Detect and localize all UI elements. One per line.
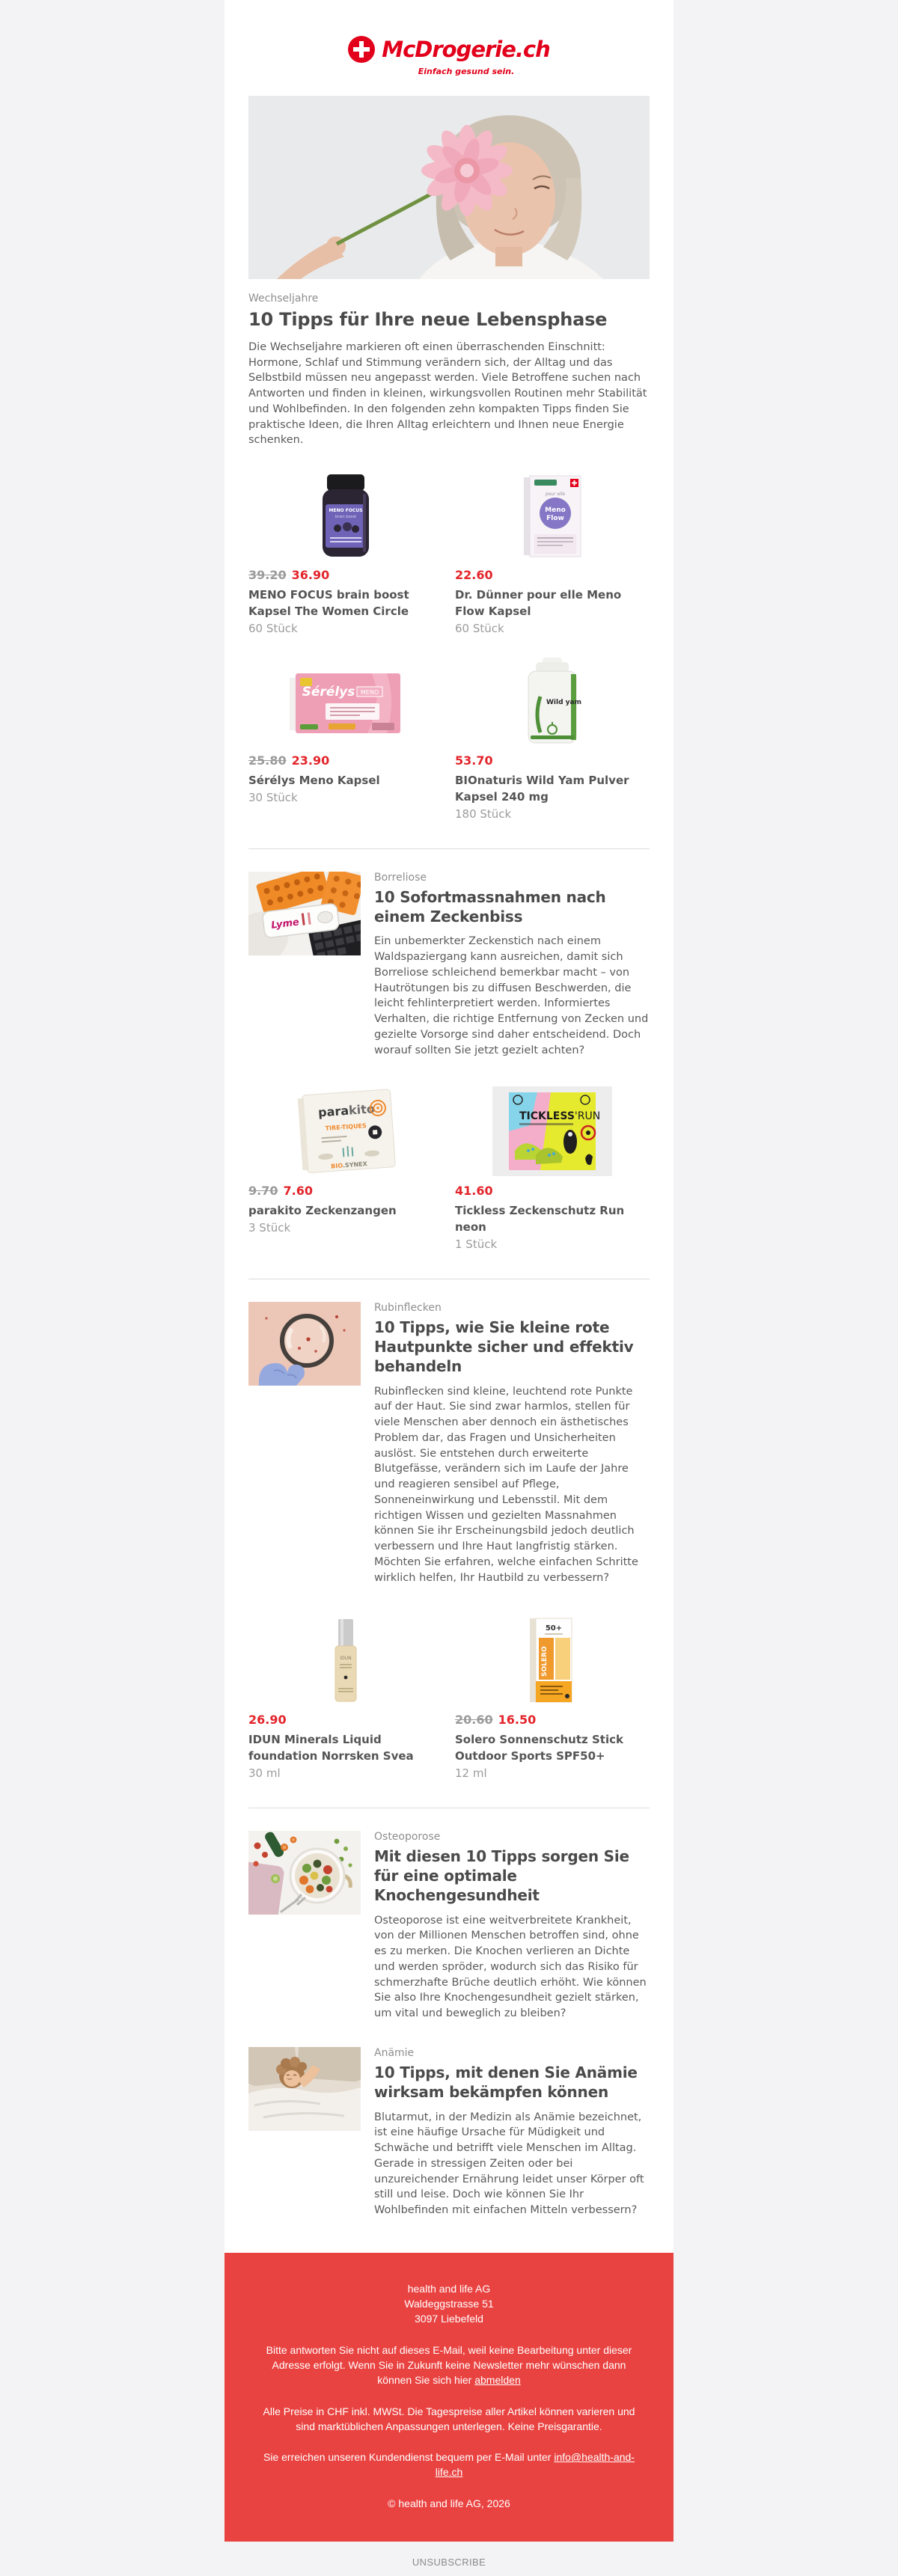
svg-text:Sérélys: Sérélys xyxy=(302,685,355,700)
section-rubinflecken-text xyxy=(374,1302,650,1586)
product-card-meno-flow[interactable] xyxy=(455,471,650,637)
product-price-row xyxy=(455,1713,650,1727)
section-body-borreliose: Ein unbemerkter Zeckenstich nach einem Waldspaziergang kann ausreichen, damit sich Borreliose schleichend bemerkbar macht – von Hautrötungen bis zu diffusen Beschwerden, die leicht fehlinterpretiert werden. Informiertes Verhalten, die richtige Entfernung von Zecken und gezielte Vorsorge sind daher entscheidend. Doch worauf sollten Sie jetzt gezielt achten? xyxy=(374,935,649,1056)
section-title-osteoporose[interactable]: Mit diesen 10 Tipps sorgen Sie für eine optimale Knochengesundheit xyxy=(374,1847,629,1905)
company-city: 3097 Liebefeld xyxy=(415,2313,483,2325)
old-price: 25.80 xyxy=(248,753,287,768)
abmelden-link[interactable]: abmelden xyxy=(474,2374,521,2387)
product-name: IDUN Minerals Liquid foundation Norrsken Svea xyxy=(248,1733,414,1763)
section-borreliose-text xyxy=(374,872,650,1059)
product-price-row xyxy=(455,1184,650,1198)
section-anaemie-text xyxy=(374,2047,650,2218)
svg-text:50+: 50+ xyxy=(545,1624,563,1633)
svg-text:Lyme: Lyme xyxy=(270,916,300,931)
svg-text:parakito: parakito xyxy=(317,1101,376,1120)
product-image-solero-box xyxy=(455,1615,650,1705)
svg-text:Wild yam: Wild yam xyxy=(546,699,581,707)
section-osteoporose xyxy=(248,1831,650,2022)
product-price-row xyxy=(455,568,650,582)
section-label-osteoporose: Osteoporose xyxy=(374,1830,441,1843)
section-borreliose xyxy=(248,872,650,1059)
section-body-osteoporose: Osteoporose ist eine weitverbreitete Krankheit, von der Millionen Menschen betroffen sind, ohne es zu merken. Die Knochen verlieren an Dichte und werden spröder, wodurch sich das Risiko für schmerzhafte Brüche deutlich erhöht. Wie können Sie also Ihre Knochengesundheit gezielt stärken, um vital und beweglich zu bleiben? xyxy=(374,1914,647,2020)
company-name: health and life AG xyxy=(407,2282,491,2295)
product-name: Dr. Dünner pour elle Meno Flow Kapsel xyxy=(455,588,622,618)
logo-tagline: Einfach gesund sein. xyxy=(418,67,515,76)
svg-text:brain boost: brain boost xyxy=(335,515,357,520)
unsubscribe-row xyxy=(0,2542,898,2576)
svg-text:MENO FOCUS: MENO FOCUS xyxy=(329,508,363,514)
product-image-meno-flow-box xyxy=(455,471,650,560)
product-card-idun-foundation[interactable] xyxy=(248,1615,443,1781)
footer-support-note xyxy=(260,2450,638,2480)
product-price-row xyxy=(455,753,650,768)
svg-text:SOLERO: SOLERO xyxy=(541,1646,549,1677)
section-anaemie xyxy=(248,2047,650,2218)
product-quantity: 60 Stück xyxy=(248,621,298,635)
product-price-row xyxy=(248,753,443,768)
section-title-anaemie[interactable]: 10 Tipps, mit denen Sie Anämie wirksam bekämpfen können xyxy=(374,2063,638,2102)
product-image-tickless-package xyxy=(455,1086,650,1176)
svg-text:IDUN: IDUN xyxy=(340,1656,352,1662)
svg-text:pour elle: pour elle xyxy=(545,492,566,498)
svg-text:Flow: Flow xyxy=(546,515,564,523)
section-body-anaemie: Blutarmut, in der Medizin als Anämie bezeichnet, ist eine häufige Ursache für Müdigkeit und Schwäche und betrifft viele Menschen im Alltag. Gerade in stressigen Zeiten oder bei unzureichender Ernährung leidet unser Körper oft still und leise. Doch wie können Sie Ihr Wohlbefinden mit einfachen Mitteln verbessern? xyxy=(374,2111,644,2217)
price: 36.90 xyxy=(291,568,330,583)
product-price-row xyxy=(248,1713,443,1727)
product-quantity: 30 Stück xyxy=(248,791,298,805)
product-grid-borreliose xyxy=(248,1086,650,1252)
product-quantity: 60 Stück xyxy=(455,621,504,635)
product-name: MENO FOCUS brain boost Kapsel The Women Circle xyxy=(248,588,409,618)
section-label-wechseljahre: Wechseljahre xyxy=(248,293,319,305)
product-quantity: 3 Stück xyxy=(248,1221,291,1235)
footer xyxy=(224,2253,674,2542)
section-rubinflecken xyxy=(248,1302,650,1586)
section-title-borreliose[interactable]: 10 Sofortmassnahmen nach einem Zeckenbiss xyxy=(374,887,606,926)
product-name: BIOnaturis Wild Yam Pulver Kapsel 240 mg xyxy=(455,774,629,804)
price: 22.60 xyxy=(455,568,493,583)
header xyxy=(224,36,674,76)
footer-prices-note: Alle Preise in CHF inkl. MWSt. Die Tagespreise aller Artikel können varieren und sind marktüblichen Anpassungen unterlegen. Keine Preisgarantie. xyxy=(263,2405,635,2432)
hero-image-woman-flower[interactable] xyxy=(248,96,650,279)
section-body-rubinflecken: Rubinflecken sind kleine, leuchtend rote Punkte auf der Haut. Sie sind zwar harmlos, stellen für viele Menschen aber dennoch ein ästhetisches Problem dar, das Fragen und Unsicherheiten auslöst. Sie entstehen durch erweiterte Blutgefässe, verändern sich im Laufe der Jahre und reagieren sensibel auf Pflege, Sonneneinwirkung und Lebensstil. Mit dem richtigen Wissen und gezielten Massnahmen können Sie ihr Erscheinungsbild jedoch deutlich verbessern und Ihre Haut langfristig stärken. Möchten Sie erfahren, welche einfachen Schritte wirklich helfen, Ihr Hautbild zu verbessern? xyxy=(374,1385,638,1584)
product-card-meno-focus[interactable] xyxy=(248,471,443,637)
product-card-parakito[interactable] xyxy=(248,1086,443,1252)
unsubscribe-link[interactable]: UNSUBSCRIBE xyxy=(412,2557,486,2569)
logo-text: McDrogerie.ch xyxy=(382,37,550,62)
svg-text:Meno: Meno xyxy=(545,507,566,515)
section-title-wechseljahre[interactable]: 10 Tipps für Ihre neue Lebensphase xyxy=(248,309,608,330)
section-label-anaemie: Anämie xyxy=(374,2046,415,2059)
osteoporose-thumb-vegetable-bowl-image[interactable] xyxy=(248,1831,361,1915)
price: 23.90 xyxy=(291,753,330,768)
price: 16.50 xyxy=(498,1713,537,1728)
product-image-idun-bottle xyxy=(248,1615,443,1705)
section-divider xyxy=(248,848,650,849)
product-image-meno-focus-bottle xyxy=(248,471,443,560)
footer-company-address xyxy=(260,2281,638,2327)
email-card xyxy=(224,0,674,2542)
product-card-bionaturis[interactable] xyxy=(455,656,650,822)
product-name: Sérélys Meno Kapsel xyxy=(248,774,380,788)
no-reply-text: Bitte antworten Sie nicht auf dieses E-Mail, weil keine Bearbeitung unter dieser Adresse erfolgt. Wenn Sie in Zukunft keine Newsletter mehr wünschen dann können Sie sich hier xyxy=(266,2343,632,2387)
svg-text:MENO: MENO xyxy=(360,689,379,697)
product-grid-rubinflecken xyxy=(248,1615,650,1781)
product-quantity: 1 Stück xyxy=(455,1237,498,1251)
product-card-solero[interactable] xyxy=(455,1615,650,1781)
swiss-cross-icon xyxy=(348,36,375,63)
product-name: parakito Zeckenzangen xyxy=(248,1204,397,1218)
section-body-wechseljahre: Die Wechseljahre markieren oft einen überraschenden Einschnitt: Hormone, Schlaf und Stimmung verändern sich, der Alltag und das Selbstbild müssen neu angepasst werden. Viele Betroffene suchen nach Antworten und finden in kleinen, wirkungsvollen Routinen mehr Stabilität und Wohlbefinden. In den folgenden zehn kompakten Tipps finden Sie praktische Ideen, die Ihren Alltag erleichtern und Ihnen neue Energie schenken. xyxy=(248,341,647,447)
footer-copyright: © health and life AG, 2026 xyxy=(388,2497,510,2509)
product-quantity: 12 ml xyxy=(455,1766,487,1780)
product-name: Tickless Zeckenschutz Run neon xyxy=(455,1204,625,1235)
product-quantity: 30 ml xyxy=(248,1766,281,1780)
old-price: 20.60 xyxy=(455,1713,493,1728)
product-price-row xyxy=(248,1184,443,1198)
product-price-row xyxy=(248,568,443,582)
rubinflecken-thumb-magnifier-image[interactable] xyxy=(248,1302,361,1386)
price: 41.60 xyxy=(455,1184,493,1199)
svg-text:BIO.SYNEX: BIO.SYNEX xyxy=(330,1160,368,1170)
product-image-wild-yam-jar xyxy=(455,656,650,746)
product-image-serelys-box xyxy=(248,656,443,746)
product-quantity: 180 Stück xyxy=(455,807,512,821)
support-email-link[interactable]: info@health-and-life.ch xyxy=(435,2451,635,2479)
price: 26.90 xyxy=(248,1713,287,1728)
section-osteoporose-text xyxy=(374,1831,650,2022)
company-street: Waldeggstrasse 51 xyxy=(404,2298,494,2310)
old-price: 9.70 xyxy=(248,1184,278,1199)
svg-text:TIRE-TIQUES: TIRE-TIQUES xyxy=(325,1122,367,1133)
section-title-rubinflecken[interactable]: 10 Tipps, wie Sie kleine rote Hautpunkte sicher und effektiv behandeln xyxy=(374,1318,634,1376)
support-text: Sie erreichen unseren Kundendienst bequem per E-Mail unter xyxy=(263,2451,552,2464)
product-image-parakito-box xyxy=(248,1086,443,1176)
section-label-borreliose: Borreliose xyxy=(374,871,427,884)
svg-text:TICKLESS'RUN: TICKLESS'RUN xyxy=(519,1110,601,1123)
price: 53.70 xyxy=(455,753,493,768)
brand-logo[interactable] xyxy=(348,36,550,63)
anaemie-thumb-sleeping-woman-image[interactable] xyxy=(248,2047,361,2131)
product-card-serelys[interactable] xyxy=(248,656,443,822)
section-label-rubinflecken: Rubinflecken xyxy=(374,1301,442,1314)
old-price: 39.20 xyxy=(248,568,287,583)
product-grid-wechseljahre xyxy=(248,471,650,823)
borreliose-thumb-lyme-test-image[interactable] xyxy=(248,872,361,955)
footer-no-reply-note xyxy=(260,2343,638,2388)
product-name: Solero Sonnenschutz Stick Outdoor Sports SPF50+ xyxy=(455,1733,623,1763)
product-card-tickless[interactable] xyxy=(455,1086,650,1252)
price: 7.60 xyxy=(283,1184,313,1199)
